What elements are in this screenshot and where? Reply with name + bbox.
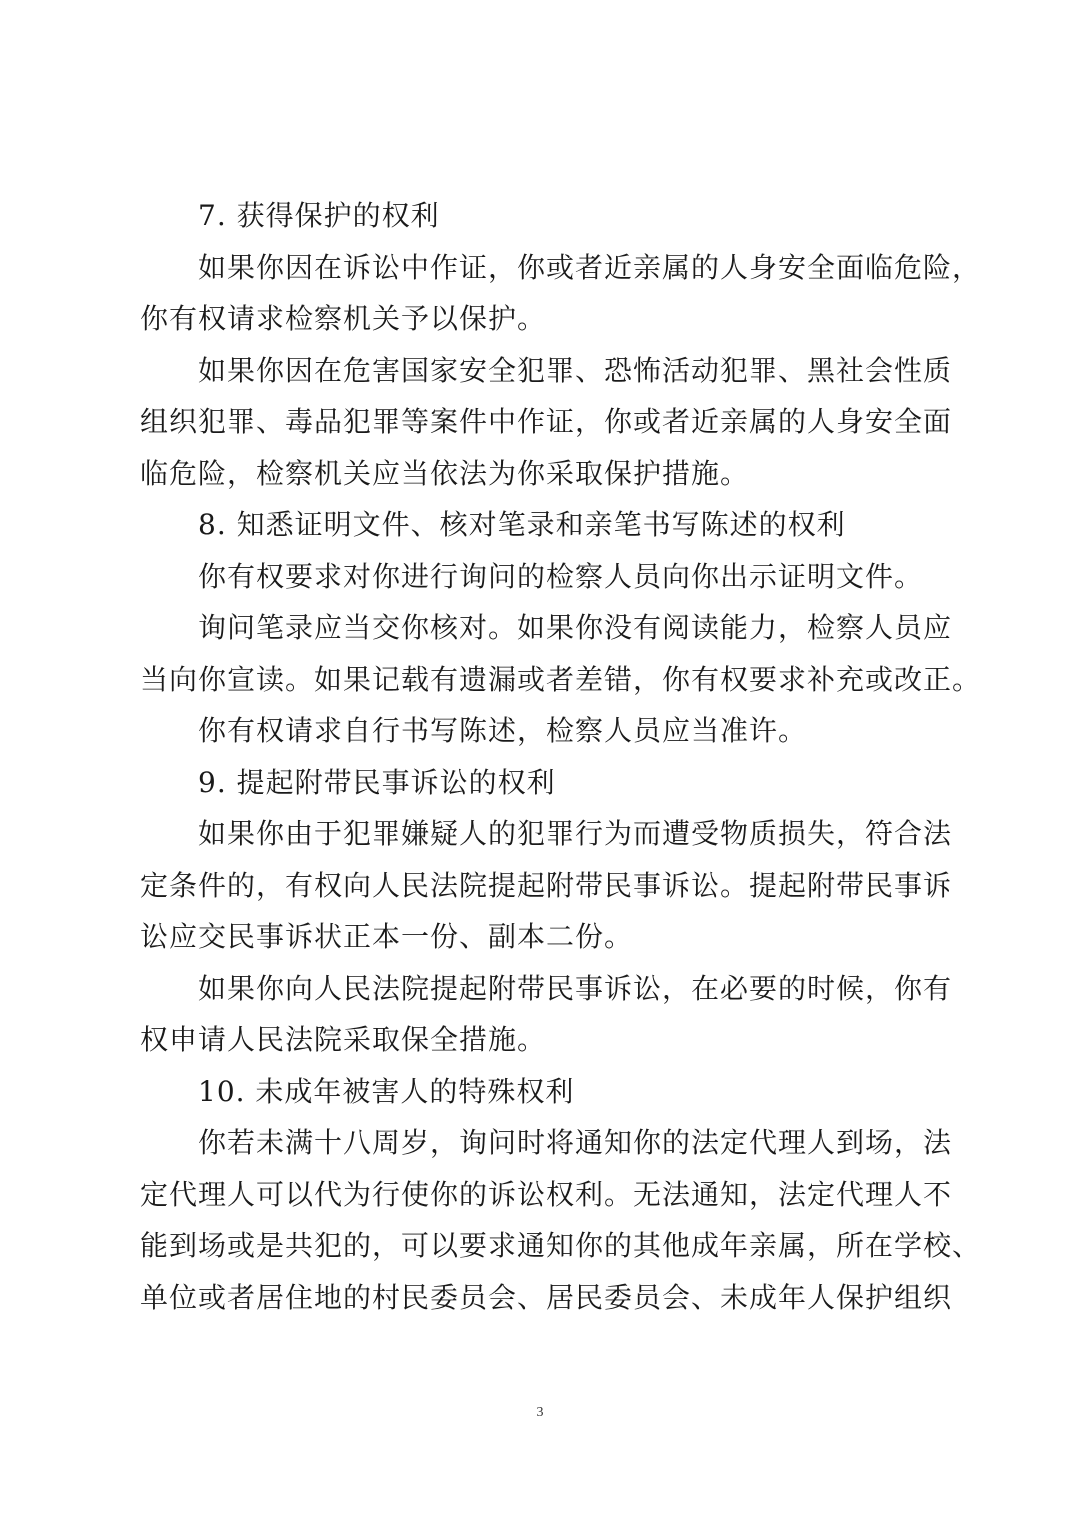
text-line: 定条件的，有权向人民法院提起附带民事诉讼。提起附带民事诉 (140, 868, 953, 902)
text-line: 临危险，检察机关应当依法为你采取保护措施。 (140, 456, 750, 490)
text-line: 如果你向人民法院提起附带民事诉讼，在必要的时候，你有 (198, 971, 953, 1005)
text-line: 8. 知悉证明文件、核对笔录和亲笔书写陈述的权利 (198, 508, 846, 541)
document-body (140, 190, 982, 1323)
text-line: 你若未满十八周岁，询问时将通知你的法定代理人到场，法 (198, 1126, 953, 1159)
page-number: 3 (536, 1405, 544, 1420)
text-line: 能到场或是共犯的，可以要求通知你的其他成年亲属，所在学校、 (140, 1229, 982, 1262)
text-line: 10. 未成年被害人的特殊权利 (198, 1074, 575, 1108)
text-line: 如果你因在危害国家安全犯罪、恐怖活动犯罪、黑社会性质 (198, 353, 953, 387)
text-line: 你有权请求自行书写陈述，检察人员应当准许。 (198, 714, 808, 747)
text-line: 组织犯罪、毒品犯罪等案件中作证，你或者近亲属的人身安全面 (140, 405, 953, 438)
text-line: 询问笔录应当交你核对。如果你没有阅读能力，检察人员应 (198, 611, 953, 644)
text-line: 你有权要求对你进行询问的检察人员向你出示证明文件。 (198, 559, 924, 593)
text-line: 当向你宣读。如果记载有遗漏或者差错，你有权要求补充或改正。 (140, 662, 982, 696)
text-line: 7. 获得保护的权利 (198, 199, 440, 232)
text-line: 权申请人民法院采取保全措施。 (140, 1023, 547, 1056)
text-line: 如果你由于犯罪嫌疑人的犯罪行为而遭受物质损失，符合法 (198, 817, 953, 850)
text-line: 单位或者居住地的村民委员会、居民委员会、未成年人保护组织 (140, 1280, 953, 1314)
text-line: 如果你因在诉讼中作证，你或者近亲属的人身安全面临危险， (198, 250, 982, 284)
text-line: 讼应交民事诉状正本一份、副本二份。 (140, 920, 634, 953)
text-line: 定代理人可以代为行使你的诉讼权利。无法通知，法定代理人不 (140, 1177, 953, 1211)
text-line: 9. 提起附带民事诉讼的权利 (198, 765, 556, 799)
text-line: 你有权请求检察机关予以保护。 (140, 302, 547, 335)
